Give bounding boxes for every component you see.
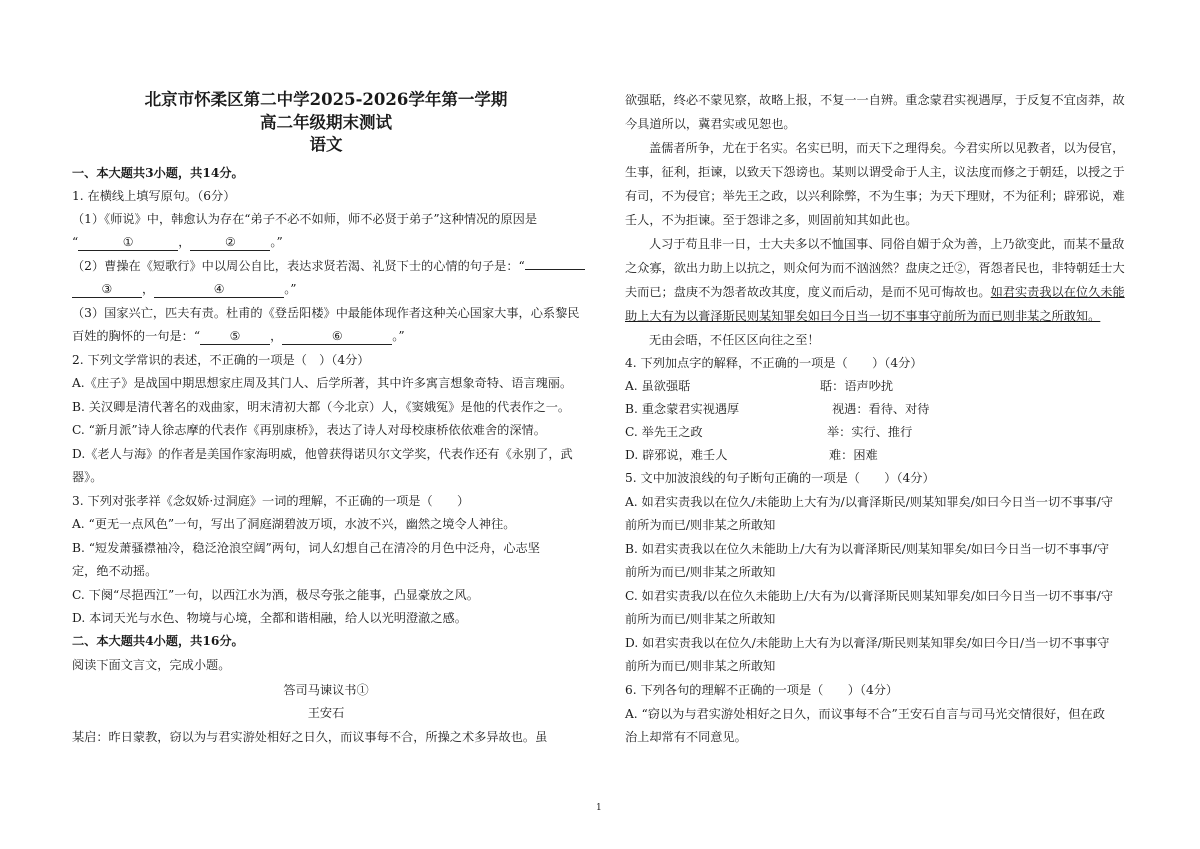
page-number: 1 <box>596 803 602 813</box>
reading-instruction: 阅读下面文言文，完成小题。 <box>72 658 231 672</box>
passage-author: 王安石 <box>307 706 345 720</box>
question-5-option-a: A. 如君实责我以在位久/未能助上大有为/以膏泽斯民/则某知罪矣/如曰今日当一切不事事/守 <box>625 495 1114 509</box>
answer-blank-3[interactable]: ③ <box>72 281 142 298</box>
answer-blank-1[interactable]: ① <box>78 234 178 251</box>
question-5-option-c: C. 如君实责我/以在位久未能助上/大有为/以膏泽斯民则某知罪矣/如曰今日当一切不事事/守 <box>625 589 1114 603</box>
question-2-option-a: A.《庄子》是战国中期思想家庄周及其门人、后学所著，其中许多寓言想象奇特、语言瑰丽。 <box>72 376 573 390</box>
exam-title: 北京市怀柔区第二中学2025-2026学年第一学期 <box>144 90 508 109</box>
passage-paragraph-1: 某启：昨日蒙教，窃以为与君实游处相好之日久，而议事每不合，所操之术多异故也。虽 <box>72 730 548 744</box>
question-2-option-d: D.《老人与海》的作者是美国作家海明威，他曾获得诺贝尔文学奖，代表作还有《永别了，武 <box>72 447 573 461</box>
wavy-underlined-sentence: 如君实责我以在位久未能 <box>990 285 1125 299</box>
exam-subtitle: 高二年级期末测试 <box>260 113 392 132</box>
passage-line: 有司，不为侵官；举先王之政，以兴利除弊，不为生事；为天下理财，不为征利；辟邪说，难 <box>625 189 1125 203</box>
question-1-3: （3）国家兴亡，匹夫有责。杜甫的《登岳阳楼》中最能体现作者这种关心国家大事，心系黎民 <box>72 306 580 320</box>
question-1-2: （2）曹操在《短歌行》中以周公自比，表达求贤若渴、礼贤下士的心情的句子是：“ <box>72 258 585 274</box>
question-2-option-d-cont: 器》。 <box>72 470 103 484</box>
question-2-option-c: C. “新月派”诗人徐志摩的代表作《再别康桥》，表达了诗人对母校康桥依依难舍的深情。 <box>72 423 546 437</box>
question-3: 3. 下列对张孝祥《念奴娇·过洞庭》一词的理解，不正确的一项是（ ） <box>72 494 470 508</box>
question-5-option-a-cont: 前所为而已/则非某之所敢知 <box>625 518 776 532</box>
exam-subject: 语文 <box>309 135 343 154</box>
passage-line: 生事，征利，拒谏，以致天下怨谤也。某则以谓受命于人主，议法度而修之于朝廷，以授之于 <box>625 165 1125 179</box>
question-2-option-b: B. 关汉卿是清代著名的戏曲家，明末清初大都（今北京）人，《窦娥冤》是他的代表作之一。 <box>72 400 571 414</box>
question-5-option-d-cont: 前所为而已/则非某之所敢知 <box>625 659 776 673</box>
question-1-3-blanks: 百姓的胸怀的一句是：“ ⑤ ， ⑥ 。” <box>72 329 405 343</box>
question-4-option-c: C. 举先王之政 举：实行、推行 <box>625 425 913 439</box>
question-4: 4. 下列加点字的解释，不正确的一项是（ ）（4分） <box>625 356 923 370</box>
question-1-1-blanks: “ ① ， ② 。” <box>72 235 283 249</box>
question-5-option-b: B. 如君实责我以在位久未能助上/大有为以膏泽斯民/则某知罪矣/如曰今日当一切不事事/守 <box>625 542 1110 556</box>
question-3-option-b: B. “短发萧骚襟袖冷，稳泛沧浪空阔”两句，词人幻想自己在清冷的月色中泛舟，心志坚 <box>72 541 540 555</box>
question-5-option-b-cont: 前所为而已/则非某之所敢知 <box>625 565 776 579</box>
question-5: 5. 文中加波浪线的句子断句正确的一项是（ ）（4分） <box>625 471 935 485</box>
passage-line: 夫而已；盘庚不为怨者故改其度，度义而后动，是而不见可悔故也。如君实责我以在位久未能 <box>625 285 1125 299</box>
passage-line: 壬人，不为拒谏。至于怨诽之多，则固前知其如此也。 <box>625 213 918 227</box>
question-5-option-c-cont: 前所为而已/则非某之所敢知 <box>625 612 776 626</box>
question-3-option-b-cont: 定，绝不动摇。 <box>72 564 158 578</box>
passage-line: 人习于苟且非一日，士大夫多以不恤国事、同俗自媚于众为善，上乃欲变此，而某不量敌 <box>649 237 1125 251</box>
answer-blank-2[interactable]: ② <box>190 234 270 251</box>
passage-title: 答司马谏议书① <box>283 683 369 697</box>
section-1-heading: 一、本大题共3小题，共14分。 <box>72 166 244 180</box>
question-1-2-blanks: ③ ， ④ 。” <box>72 281 297 298</box>
question-3-option-c: C. 下阕“尽挹西江”一句，以西江水为酒，极尽夸张之能事，凸显豪放之风。 <box>72 588 479 602</box>
passage-line: 盖儒者所争，尤在于名实。名实已明，而天下之理得矣。今君实所以见教者，以为侵官， <box>649 141 1125 155</box>
passage-line: 今具道所以，冀君实或见恕也。 <box>625 117 796 131</box>
question-5-option-d: D. 如君实责我以在位久/未能助上大有为以膏泽/斯民则某知罪矣/如曰今日/当一切不事事守 <box>625 636 1110 650</box>
question-4-option-d: D. 辟邪说，难壬人 难：困难 <box>625 448 878 462</box>
question-3-option-a: A. “更无一点风色”一句，写出了洞庭湖碧波万顷，水波不兴，幽然之境令人神往。 <box>72 517 516 531</box>
question-1-1: （1）《师说》中，韩愈认为存在“弟子不必不如师，师不必贤于弟子”这种情况的原因是 <box>72 212 538 226</box>
question-2: 2. 下列文学常识的表述，不正确的一项是（ ）（4分） <box>72 353 370 367</box>
section-2-heading: 二、本大题共4小题，共16分。 <box>72 634 244 648</box>
answer-blank-4[interactable]: ④ <box>154 281 284 298</box>
question-4-option-a: A. 虽欲强聒 聒：语声吵扰 <box>625 379 894 393</box>
question-4-option-b: B. 重念蒙君实视遇厚 视遇：看待、对待 <box>625 402 930 416</box>
passage-line: 欲强聒，终必不蒙见察，故略上报，不复一一自辨。重念蒙君实视遇厚，于反复不宜卤莽，故 <box>625 93 1125 107</box>
question-6-option-a: A. “窃以为与君实游处相好之日久，而议事每不合”王安石自言与司马光交情很好，但在政 <box>625 707 1105 721</box>
answer-blank-6[interactable]: ⑥ <box>282 328 392 345</box>
answer-blank-3a[interactable] <box>525 269 585 270</box>
question-3-option-d: D. 本词天光与水色、物境与心境，全都和谐相融，给人以光明澄澈之感。 <box>72 611 467 625</box>
wavy-underlined-sentence-cont: 助上大有为以膏泽斯民则某知罪矣如曰今日当一切不事事守前所为而已则非某之所敢知。 <box>625 309 1101 323</box>
answer-blank-5[interactable]: ⑤ <box>200 328 270 345</box>
passage-closing: 无由会晤，不任区区向往之至！ <box>649 333 820 347</box>
question-6-option-a-cont: 治上却常有不同意见。 <box>625 730 747 744</box>
question-1: 1. 在横线上填写原句。（6分） <box>72 189 236 203</box>
question-6: 6. 下列各句的理解不正确的一项是（ ）（4分） <box>625 683 899 697</box>
passage-line: 之众寡，欲出力助上以抗之，则众何为而不汹汹然？盘庚之迁②，胥怨者民也，非特朝廷士大 <box>625 261 1125 275</box>
